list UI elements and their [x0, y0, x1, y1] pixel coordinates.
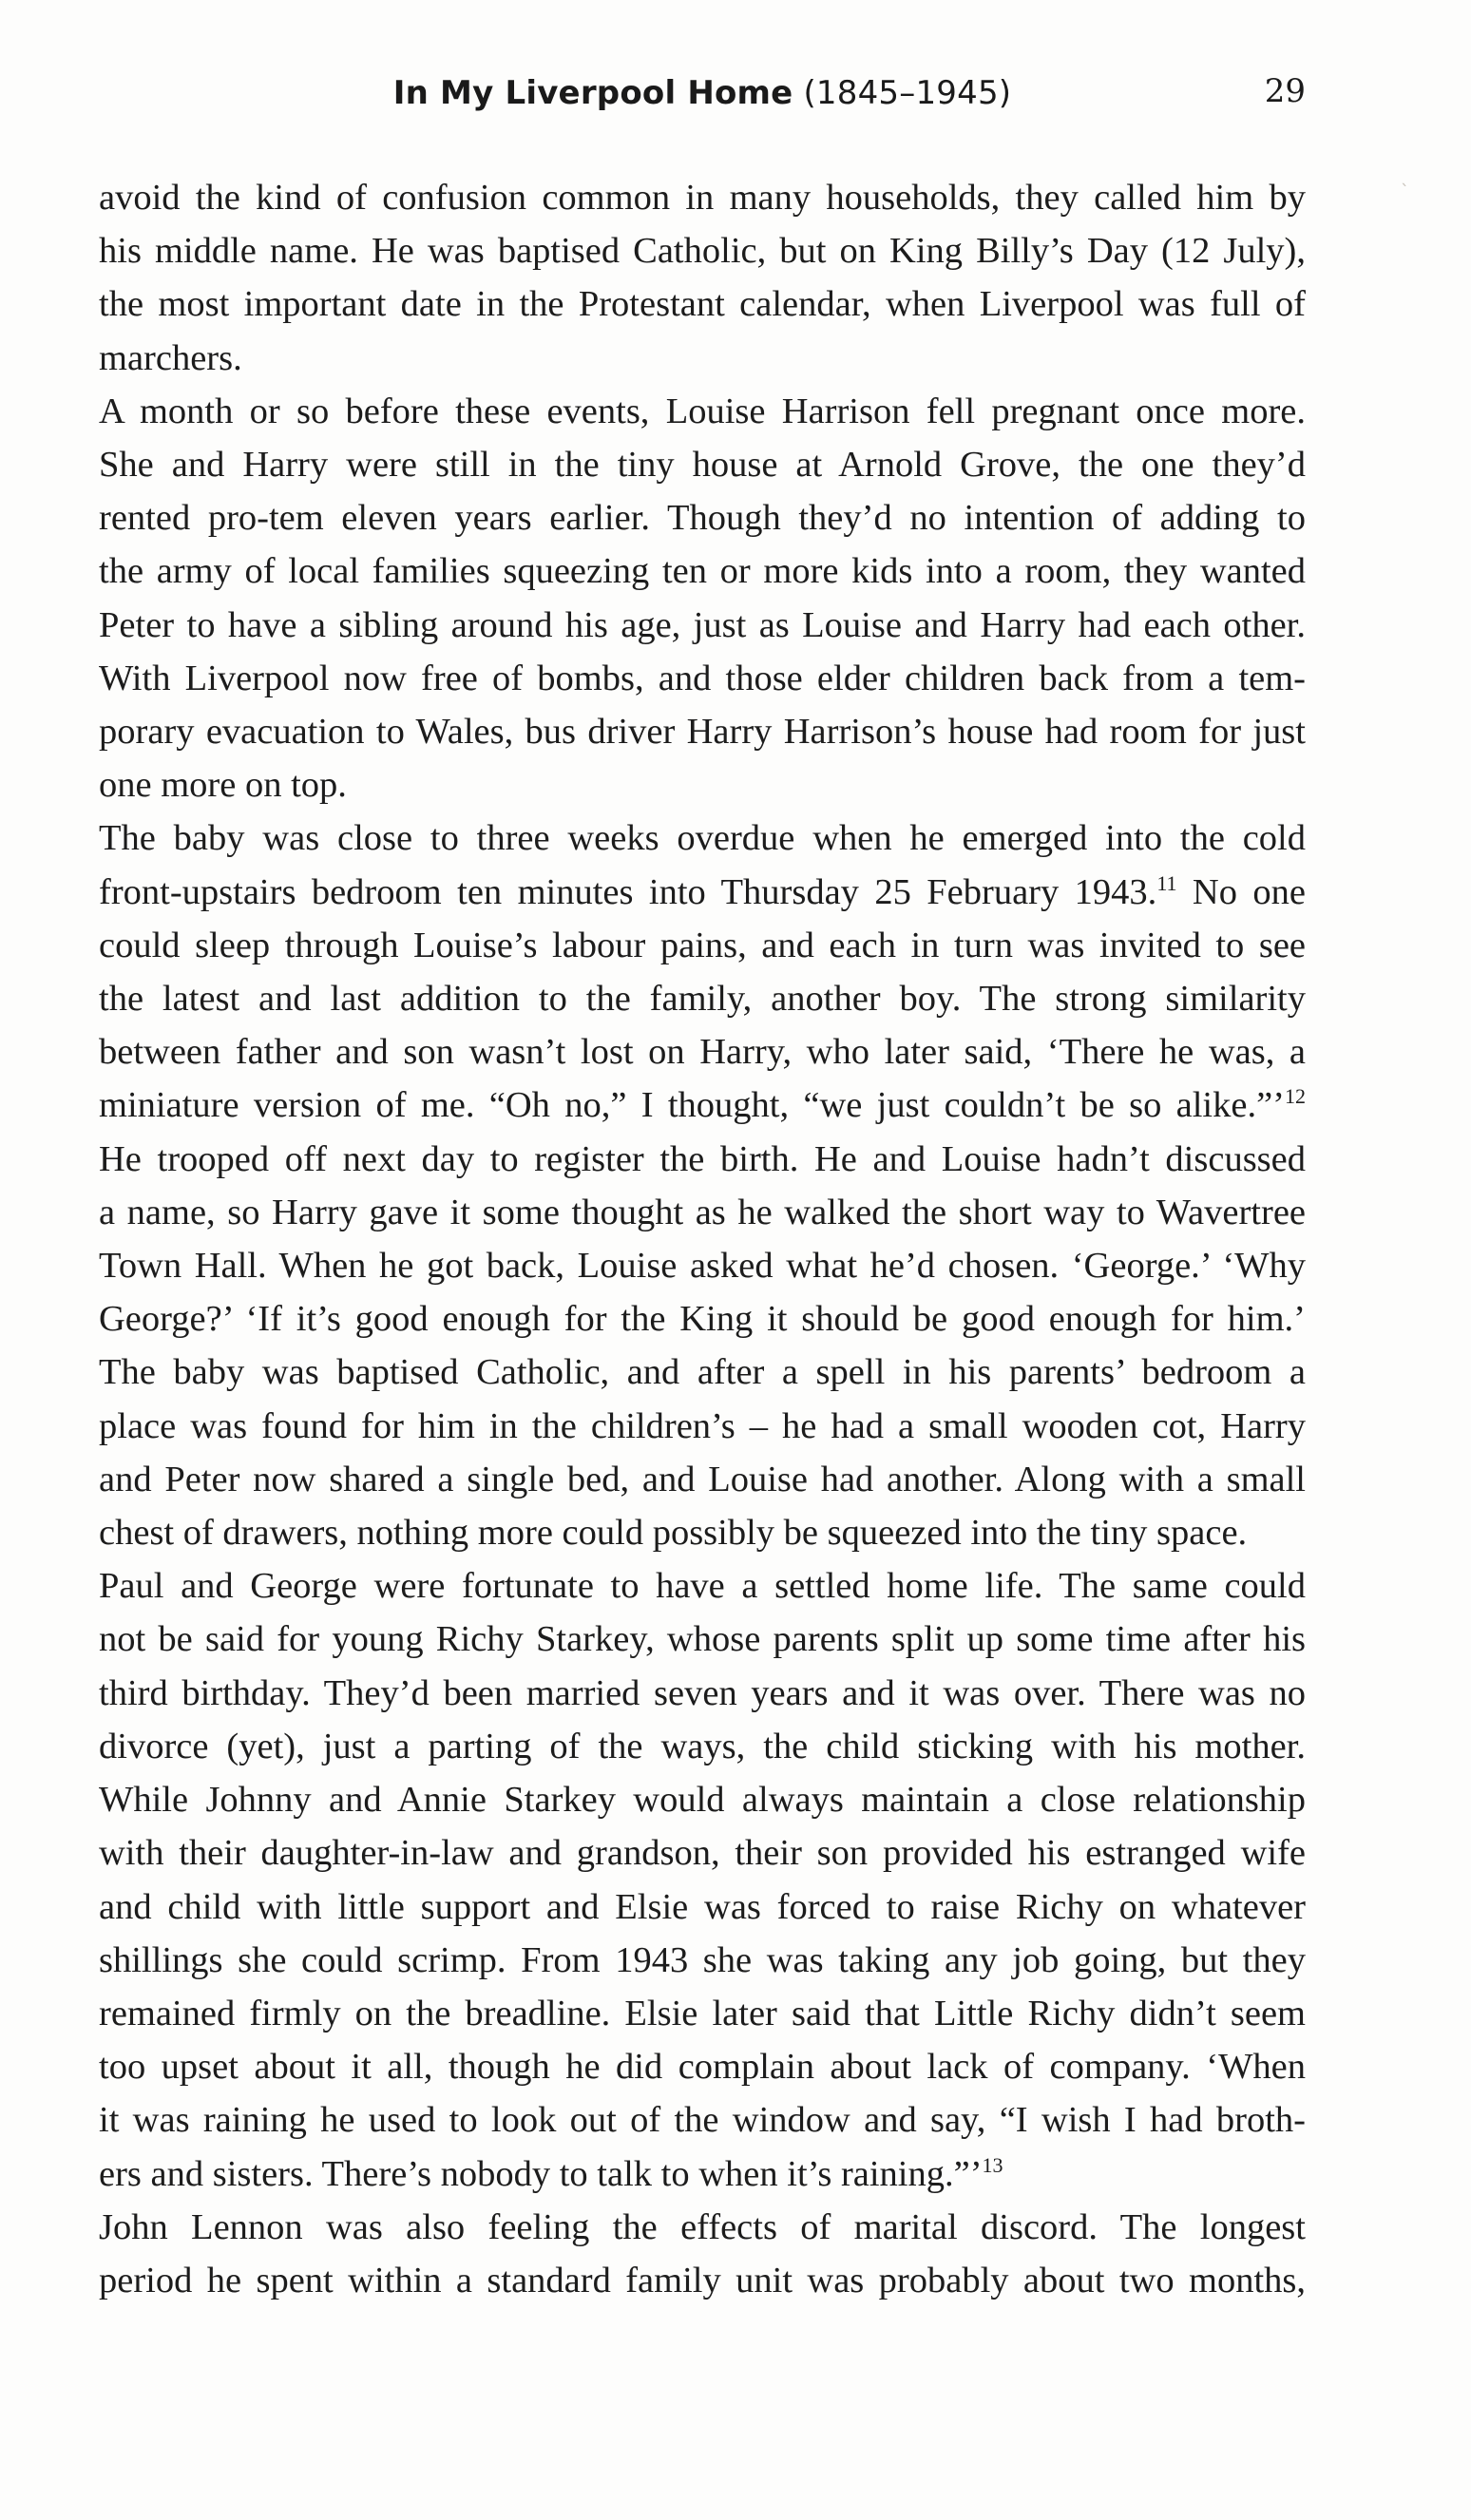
- footnote-marker[interactable]: 13: [982, 2152, 1003, 2177]
- text-line: Town Hall. When he got back, Louise asked what he’d chosen. ‘George.’ ‘Why: [99, 1246, 1306, 1287]
- text-line: between father and son wasn’t lost on Harry, who later said, ‘There he was, a: [99, 1032, 1306, 1073]
- text-line-content: ers and sisters. There’s nobody to talk to when it’s raining.”’: [99, 2153, 983, 2194]
- chapter-dates: (1845–1945): [803, 74, 1012, 112]
- footnote-marker[interactable]: 11: [1156, 870, 1177, 895]
- chapter-title: [99, 74, 1306, 112]
- text-line: his middle name. He was baptised Catholic, but on King Billy’s Day (12 July),: [99, 231, 1306, 272]
- text-line: [99, 2148, 1306, 2201]
- running-header: [99, 74, 1306, 122]
- text-line: With Liverpool now free of bombs, and those elder children back from a tem-: [99, 658, 1306, 698]
- text-line: She and Harry were still in the tiny house at Arnold Grove, the one they’d: [99, 445, 1306, 486]
- text-line: [99, 385, 1306, 438]
- text-line: [99, 1079, 1306, 1132]
- text-line: rented pro-tem eleven years earlier. Though they’d no intention of adding to: [99, 498, 1306, 539]
- text-line: a name, so Harry gave it some thought as he walked the short way to Wavertree: [99, 1192, 1306, 1232]
- paragraph: [99, 385, 1306, 812]
- text-line: Paul and George were fortunate to have a settled home life. The same could: [99, 1566, 1306, 1607]
- page-number: 29: [1264, 72, 1306, 110]
- text-line: While Johnny and Annie Starkey would always maintain a close relationship: [99, 1780, 1306, 1821]
- text-line: shillings she could scrimp. From 1943 she was taking any job going, but they: [99, 1939, 1306, 1980]
- text-line: the latest and last addition to the family, another boy. The strong similarity: [99, 979, 1306, 1020]
- text-line: Peter to have a sibling around his age, just as Louise and Harry had each other.: [99, 604, 1306, 645]
- text-line: The baby was close to three weeks overdue when he emerged into the cold: [99, 818, 1306, 859]
- text-line-content: miniature version of me. “Oh no,” I thought, “we just couldn’t be so alike.”’: [99, 1085, 1285, 1126]
- text-line: remained firmly on the breadline. Elsie later said that Little Richy didn’t seem: [99, 1993, 1306, 2033]
- text-line-content: front-upstairs bedroom ten minutes into Thursday 25 February 1943.: [99, 871, 1157, 912]
- body-text: [99, 171, 1306, 2307]
- paper-speck-icon: ˎ: [1401, 167, 1409, 187]
- text-line: too upset about it all, though he did complain about lack of company. ‘When: [99, 2047, 1306, 2088]
- text-line: the army of local families squeezing ten or more kids into a room, they wanted: [99, 551, 1306, 592]
- text-line: George?’ ‘If it’s good enough for the King it should be good enough for him.’: [99, 1299, 1306, 1340]
- text-line: avoid the kind of confusion common in many households, they called him by: [99, 178, 1306, 218]
- text-line: could sleep through Louise’s labour pains, and each in turn was invited to see: [99, 925, 1306, 965]
- text-line: He trooped off next day to register the birth. He and Louise hadn’t discussed: [99, 1138, 1306, 1179]
- text-line: place was found for him in the children’s – he had a small wooden cot, Harry: [99, 1405, 1306, 1446]
- text-line: [99, 866, 1306, 919]
- text-line: third birthday. They’d been married seven years and it was over. There was no: [99, 1672, 1306, 1713]
- text-line: the most important date in the Protestant calendar, when Liverpool was full of: [99, 284, 1306, 325]
- chapter-title-text: In My Liverpool Home: [392, 74, 793, 112]
- text-line: one more on top.: [99, 765, 347, 806]
- text-line: period he spent within a standard family unit was probably about two months,: [99, 2260, 1306, 2300]
- text-line: chest of drawers, nothing more could possibly be squeezed into the tiny space.: [99, 1513, 1248, 1554]
- text-line-content: A month or so before these events, Louise Harrison fell pregnant once more.: [99, 391, 1306, 431]
- text-line: John Lennon was also feeling the effects of marital discord. The longest: [99, 2206, 1306, 2247]
- text-line: porary evacuation to Wales, bus driver Harry Harrison’s house had room for just: [99, 712, 1306, 753]
- text-line: marchers.: [99, 337, 242, 378]
- text-line: with their daughter-in-law and grandson, their son provided his estranged wife: [99, 1833, 1306, 1874]
- paragraph: [99, 171, 1306, 385]
- text-line: not be said for young Richy Starkey, whose parents split up some time after his: [99, 1619, 1306, 1660]
- text-line-content: No one: [1176, 871, 1306, 912]
- paragraph: [99, 811, 1306, 1559]
- footnote-marker[interactable]: 12: [1285, 1084, 1306, 1109]
- text-line: The baby was baptised Catholic, and after a spell in his parents’ bedroom a: [99, 1352, 1306, 1393]
- text-line: and Peter now shared a single bed, and Louise had another. Along with a small: [99, 1459, 1306, 1499]
- text-line: and child with little support and Elsie was forced to raise Richy on whatever: [99, 1886, 1306, 1927]
- paragraph: [99, 2201, 1306, 2307]
- paragraph: [99, 1559, 1306, 2200]
- text-line: it was raining he used to look out of the window and say, “I wish I had broth-: [99, 2100, 1306, 2141]
- text-line: divorce (yet), just a parting of the ways, the child sticking with his mother.: [99, 1726, 1306, 1766]
